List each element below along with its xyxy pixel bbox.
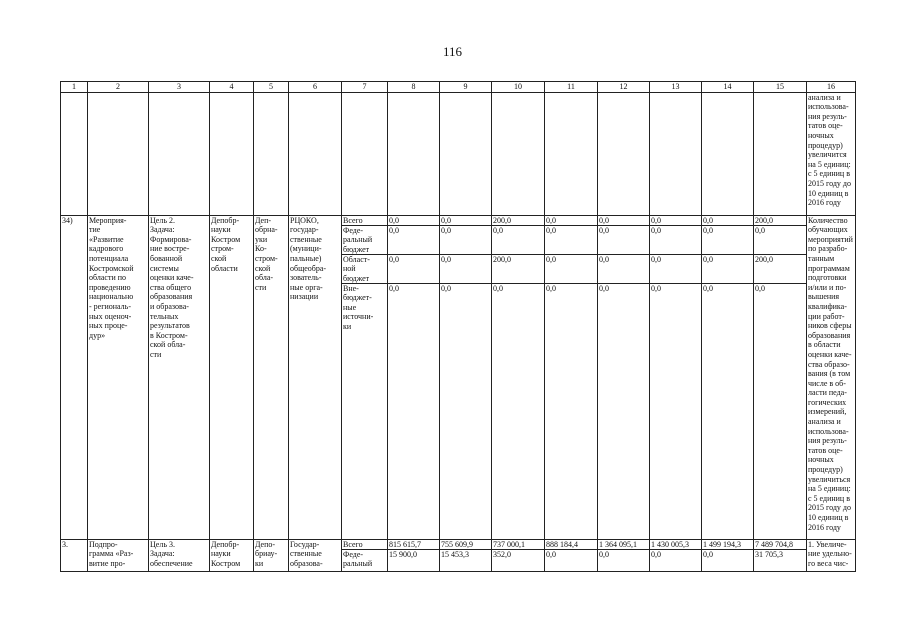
value-cell: 0,0 [441, 283, 451, 293]
value-cell: 0,0 [545, 216, 597, 226]
value-cell: 0,0 [651, 283, 661, 293]
co-executor: Деп- обрна- уки Ко- стром- ской обла- сти [255, 215, 278, 292]
value-cell: 0,0 [598, 226, 649, 255]
value-cell: 0,0 [545, 226, 597, 255]
value-cell: 0,0 [650, 255, 701, 284]
value-cell: 0,0 [440, 255, 491, 284]
value-cell: 0,0 [755, 283, 765, 293]
subprogram-name: Подпро- грамма «Раз- витие про- [89, 539, 134, 568]
value-cell: 737 000,1 [492, 540, 544, 550]
value-cell: 1 430 005,3 [650, 540, 701, 550]
row-number: 34) [62, 215, 73, 225]
value-cell: 200,0 [492, 255, 544, 284]
value-cell: 0,0 [598, 255, 649, 284]
indicator-text: 1. Увеличе- ние удельно- го веса чис- [808, 539, 852, 568]
col-header: 6 [289, 82, 342, 93]
col-header: 2 [88, 82, 149, 93]
co-executor: Депо- бриау- ки [255, 539, 278, 568]
col-header: 12 [598, 82, 650, 93]
value-cell: 0,0 [599, 549, 609, 559]
value-cell: 0,0 [702, 226, 753, 255]
col-header: 11 [545, 82, 598, 93]
value-cell: 1 364 095,1 [598, 540, 649, 550]
row-number: 3. [62, 539, 68, 549]
col-header: 5 [254, 82, 289, 93]
participants: Государ- ственные образова- [290, 539, 323, 568]
value-cell: 0,0 [599, 283, 609, 293]
value-cell: 0,0 [492, 226, 544, 255]
value-cell: 888 184,4 [545, 540, 597, 550]
value-cell: 0,0 [388, 255, 439, 284]
goal-text: Цель 3. Задача: обеспечение [150, 539, 193, 568]
indicator-text: анализа и использова- ния резуль- татов оце- ночных процедур) увеличится на 5 единиц: с 5 единиц в 2015 году до 10 единиц в 2016 году [808, 92, 851, 208]
activity-name: Мероприя- тие «Развитие кадрового потенциала Костромской области по проведению национально - региональ- ных оценоч- ных проце- дур» [89, 215, 134, 340]
value-cell: 0,0 [546, 549, 556, 559]
funding-source: Феде- ральный бюджет [342, 226, 387, 255]
col-header: 1 [61, 82, 88, 93]
value-cell: 0,0 [702, 216, 753, 226]
goal-text: Цель 2. Задача: Формирова- ние востре- бованной системы оценки каче- ства общего образования и образова- тельных результатов в Костром- ской обла- сти [150, 215, 194, 359]
value-cell: 0,0 [754, 226, 806, 255]
col-header: 15 [754, 82, 807, 93]
table-row-34 [61, 215, 856, 539]
value-cell: 0,0 [388, 216, 439, 226]
col-header: 9 [440, 82, 492, 93]
value-cell: 815 615,7 [388, 540, 439, 550]
col-header: 16 [807, 82, 856, 93]
value-cell: 0,0 [598, 216, 649, 226]
value-cell: 200,0 [492, 216, 544, 226]
funding-source: Феде- ральный [343, 549, 373, 569]
value-cell: 0,0 [389, 283, 399, 293]
value-cell: 0,0 [703, 283, 713, 293]
responsible-executor: Депобр- науки Костром стром- ской области [211, 215, 241, 273]
value-cell: 0,0 [440, 226, 491, 255]
value-cell: 0,0 [493, 283, 503, 293]
value-cell: 352,0 [493, 549, 511, 559]
funding-source: Вне- бюджет- ные источни- ки [343, 283, 374, 331]
indicator-text: Количество обучающих мероприятий по разрабо- танным программам подготовки и/или и по- вышения квалифика- ции работ- ников сферы образования в области оценки каче- ства образо- вания (в том числе в об- ласти педа- гогических измерений, анализа и использова- ния резуль- татов оце- ночных процедур) увеличиться на 5 единиц: с 5 единиц в 2015 году до 10 единиц в 2016 году [808, 215, 853, 532]
funding-source: Област- ной бюджет [342, 255, 387, 284]
col-header: 7 [342, 82, 388, 93]
col-header: 3 [149, 82, 210, 93]
value-cell: 755 609,9 [440, 540, 491, 550]
value-cell: 0,0 [650, 216, 701, 226]
value-cell: 15 453,3 [441, 549, 469, 559]
col-header: 4 [210, 82, 254, 93]
value-cell: 0,0 [650, 226, 701, 255]
value-cell: 7 489 704,8 [754, 540, 806, 550]
value-cell: 0,0 [703, 549, 713, 559]
header-row [61, 82, 856, 93]
value-cell: 15 900,0 [389, 549, 417, 559]
program-table [60, 81, 856, 572]
value-cell: 0,0 [440, 216, 491, 226]
value-cell: 0,0 [388, 226, 439, 255]
participants: РЦОКО, государ- ственные (муници- пальные) общеобра- зователь- ные орга- низации [290, 215, 327, 302]
col-header: 8 [388, 82, 440, 93]
funding-source: Всего [342, 216, 387, 226]
value-cell: 0,0 [545, 255, 597, 284]
value-cell: 0,0 [651, 549, 661, 559]
table-row-3 [61, 539, 856, 571]
value-cell: 31 705,3 [755, 549, 783, 559]
funding-source: Всего [342, 540, 387, 550]
col-header: 13 [650, 82, 702, 93]
value-cell: 1 499 194,3 [702, 540, 753, 550]
col-header: 14 [702, 82, 754, 93]
value-cell: 200,0 [754, 255, 806, 284]
value-cell: 0,0 [702, 255, 753, 284]
table-row-continuation [61, 92, 856, 215]
page-number: 116 [442, 44, 463, 59]
responsible-executor: Депобр- науки Костром [211, 539, 241, 568]
value-cell: 200,0 [754, 216, 806, 226]
value-cell: 0,0 [546, 283, 556, 293]
col-header: 10 [492, 82, 545, 93]
